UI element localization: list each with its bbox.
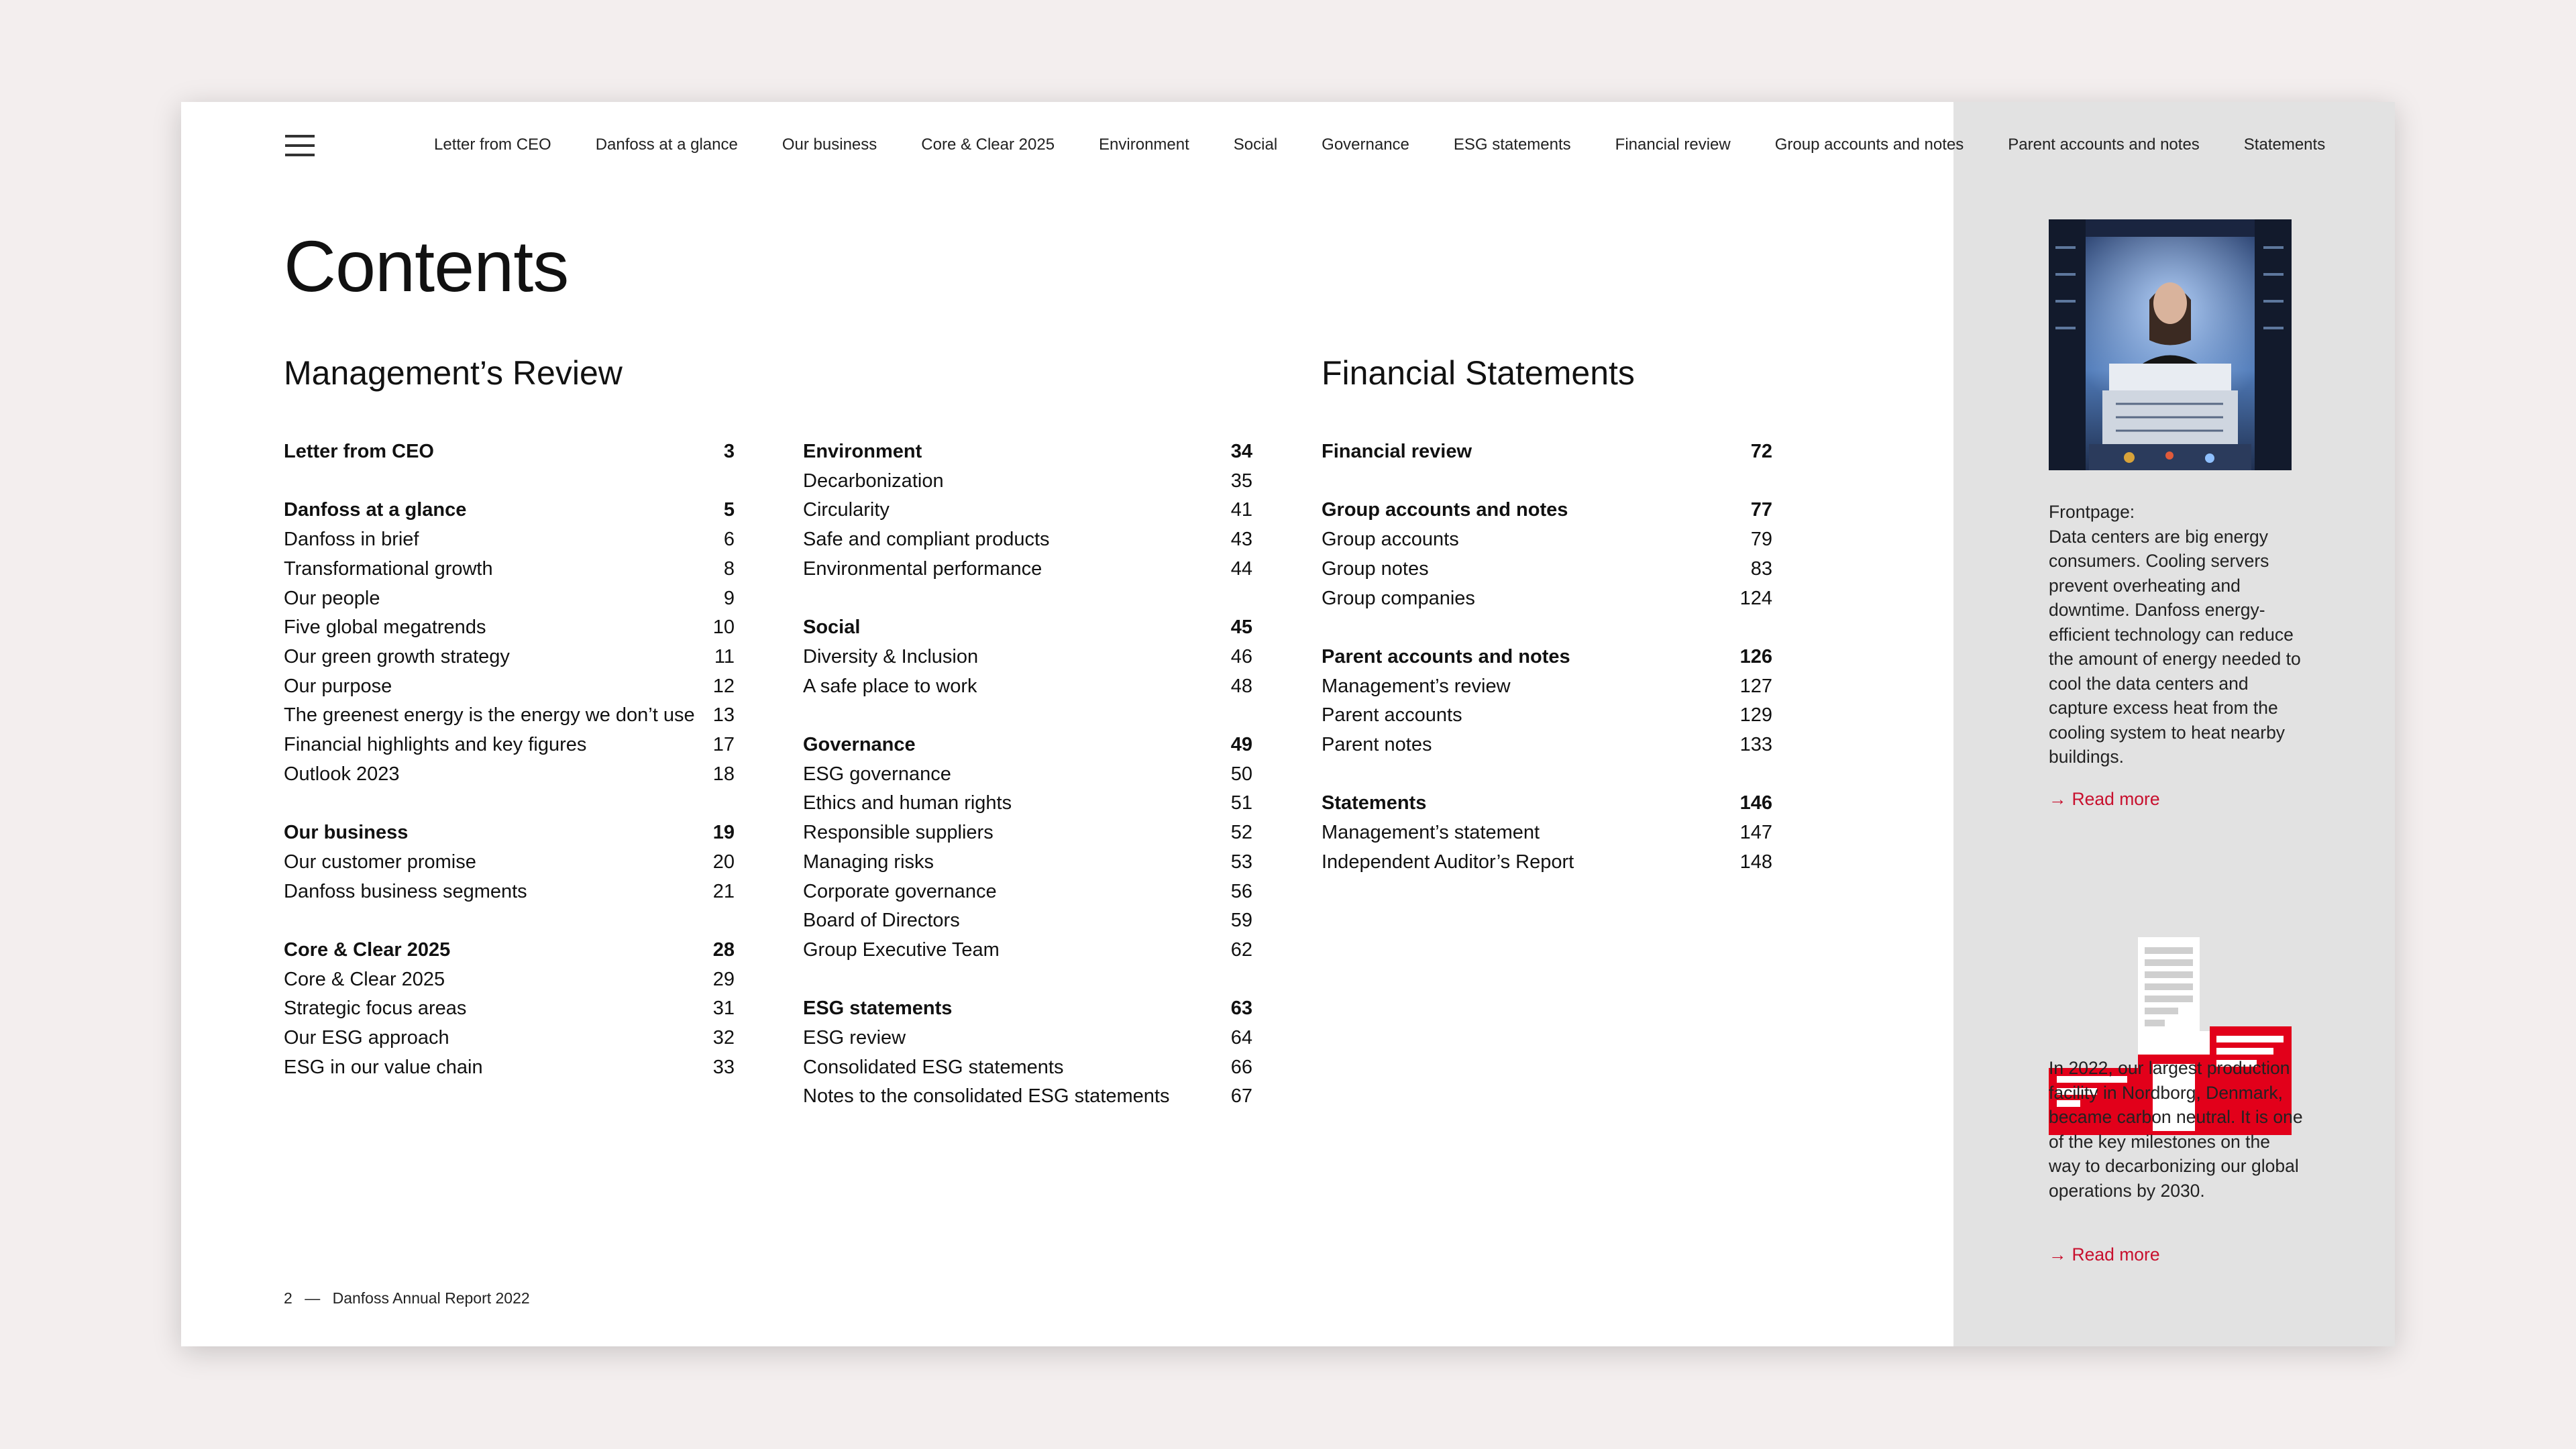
toc-entry-label: Financial highlights and key figures	[284, 734, 587, 756]
toc-entry[interactable]	[1322, 731, 1772, 760]
toc-page-number: 32	[712, 1027, 735, 1049]
toc-entry[interactable]	[803, 818, 1252, 848]
toc-entry-label: ESG statements	[803, 998, 953, 1020]
toc-entry[interactable]	[803, 789, 1252, 818]
toc-page-number: 129	[1739, 704, 1772, 727]
toc-page-number: 48	[1230, 675, 1252, 697]
toc-entry-label: Management’s statement	[1322, 822, 1540, 844]
toc-entry-label: Danfoss in brief	[284, 529, 419, 551]
toc-entry-label: Core & Clear 2025	[284, 938, 451, 961]
toc-page-number: 148	[1739, 851, 1772, 873]
toc-spacer	[1322, 613, 1772, 643]
toc-entry[interactable]	[284, 994, 735, 1024]
toc-entry-label: Independent Auditor’s Report	[1322, 851, 1574, 873]
nav-item[interactable]: Statements	[2243, 136, 2326, 154]
toc-entry-label: Letter from CEO	[284, 441, 434, 462]
toc-entry-label: Statements	[1322, 792, 1427, 814]
toc-page-number: 35	[1230, 470, 1252, 492]
arrow-right-icon: →	[2049, 1244, 2067, 1265]
toc-entry[interactable]	[803, 877, 1252, 907]
toc-entry-label: Environmental performance	[803, 557, 1042, 580]
toc-page-number: 124	[1739, 587, 1772, 609]
nav-item[interactable]: ESG statements	[1453, 136, 1571, 154]
toc-entry-label: Our purpose	[284, 675, 392, 697]
nav-item[interactable]: Our business	[782, 136, 877, 154]
toc-section-entry[interactable]	[1322, 789, 1772, 818]
toc-entry-label: Corporate governance	[803, 880, 997, 902]
toc-page-number: 50	[1230, 763, 1252, 785]
toc-entry[interactable]	[284, 643, 735, 672]
toc-entry-label: Parent accounts and notes	[1322, 645, 1570, 667]
toc-entry[interactable]	[284, 584, 735, 614]
nav-item[interactable]: Danfoss at a glance	[595, 136, 738, 154]
data-center-photo-illustration	[2049, 219, 2292, 470]
toc-entry[interactable]	[284, 613, 735, 643]
toc-page-number: 83	[1750, 557, 1772, 580]
toc-entry-label: Governance	[803, 734, 916, 755]
toc-section-entry[interactable]	[1322, 643, 1772, 672]
frontpage-caption	[2049, 500, 2304, 769]
toc-entry-label: Our ESG approach	[284, 1027, 449, 1049]
report-page	[181, 102, 2395, 1346]
toc-entry[interactable]	[284, 965, 735, 995]
toc-entry-label: Group accounts	[1322, 529, 1459, 551]
toc-entry[interactable]	[1322, 701, 1772, 731]
toc-spacer	[1322, 760, 1772, 790]
toc-entry[interactable]	[284, 760, 735, 790]
page-title: Contents	[284, 225, 569, 307]
toc-page-number: 51	[1230, 792, 1252, 814]
toc-entry[interactable]	[284, 701, 735, 731]
toc-entry-label: Our customer promise	[284, 851, 476, 873]
nordborg-caption	[2049, 1056, 2304, 1203]
nav-item[interactable]: Letter from CEO	[434, 136, 551, 154]
toc-entry-label: Ethics and human rights	[803, 792, 1012, 814]
toc-section-entry[interactable]	[1322, 437, 1772, 467]
footer-page-number: 2	[284, 1289, 292, 1307]
toc-page-number: 133	[1739, 734, 1772, 755]
arrow-right-icon: →	[2049, 789, 2067, 809]
toc-page-number: 33	[712, 1056, 735, 1078]
toc-entry-label: Responsible suppliers	[803, 822, 994, 844]
toc-entry-label: Circularity	[803, 499, 890, 521]
toc-page-number: 18	[712, 763, 735, 785]
toc-page-number: 66	[1230, 1056, 1252, 1078]
toc-entry[interactable]	[284, 848, 735, 877]
toc-entry[interactable]	[1322, 555, 1772, 584]
toc-page-number: 28	[712, 938, 735, 961]
toc-page-number: 63	[1230, 998, 1252, 1020]
toc-entry-label: Group Executive Team	[803, 938, 1000, 961]
toc-page-number: 43	[1230, 529, 1252, 551]
toc-entry[interactable]	[803, 848, 1252, 877]
toc-section-entry[interactable]	[803, 437, 1252, 467]
toc-entry-label: Safe and compliant products	[803, 529, 1050, 551]
toc-spacer	[284, 906, 735, 936]
toc-entry[interactable]	[803, 1053, 1252, 1083]
toc-entry[interactable]	[284, 525, 735, 555]
toc-entry[interactable]	[284, 731, 735, 760]
toc-column-3	[1322, 437, 1772, 877]
toc-spacer	[803, 965, 1252, 995]
toc-page-number: 56	[1230, 880, 1252, 902]
toc-entry-label: Our business	[284, 822, 409, 844]
toc-page-number: 5	[723, 499, 735, 521]
toc-page-number: 3	[723, 441, 735, 462]
nav-item[interactable]: Financial review	[1615, 136, 1731, 154]
read-more-link-2[interactable]	[2049, 1244, 2160, 1265]
toc-entry-label: Financial review	[1322, 441, 1472, 462]
nordborg-caption-body: In 2022, our largest production facility in Nordborg, Denmark, became carbon neutral. It is one of the key milestones on the way to decarbonizing our global operations by 2030.	[2049, 1058, 2303, 1201]
frontpage-caption-title: Frontpage:	[2049, 502, 2135, 522]
toc-page-number: 34	[1230, 441, 1252, 462]
toc-page-number: 62	[1230, 938, 1252, 961]
toc-entry[interactable]	[1322, 672, 1772, 702]
read-more-link-1[interactable]	[2049, 789, 2160, 810]
footer-title: Danfoss Annual Report 2022	[332, 1289, 530, 1307]
toc-entry-label: A safe place to work	[803, 675, 977, 697]
toc-page-number: 67	[1230, 1085, 1252, 1108]
toc-entry[interactable]	[803, 936, 1252, 965]
nav-item[interactable]: Parent accounts and notes	[2008, 136, 2200, 154]
toc-section-entry[interactable]	[284, 496, 735, 525]
toc-page-number: 53	[1230, 851, 1252, 873]
toc-entry-label: Social	[803, 616, 861, 639]
page-footer	[284, 1289, 530, 1307]
toc-page-number: 77	[1750, 499, 1772, 521]
toc-entry-label: Diversity & Inclusion	[803, 645, 979, 667]
toc-page-number: 79	[1750, 529, 1772, 551]
toc-entry-label: ESG governance	[803, 763, 951, 785]
toc-entry-label: Group accounts and notes	[1322, 499, 1568, 521]
read-more-label-1: Read more	[2072, 789, 2160, 809]
toc-entry[interactable]	[803, 496, 1252, 525]
toc-entry-label: Decarbonization	[803, 470, 944, 492]
toc-page-number: 20	[712, 851, 735, 873]
toc-entry[interactable]	[803, 906, 1252, 936]
toc-section-entry[interactable]	[284, 936, 735, 965]
toc-spacer	[1322, 467, 1772, 496]
toc-entry-label: Managing risks	[803, 851, 934, 873]
toc-section-entry[interactable]	[803, 613, 1252, 643]
toc-section-entry[interactable]	[284, 437, 735, 467]
toc-entry-label: Management’s review	[1322, 675, 1511, 697]
toc-page-number: 41	[1230, 499, 1252, 521]
toc-page-number: 147	[1739, 822, 1772, 844]
toc-spacer	[803, 584, 1252, 614]
toc-column-1	[284, 437, 735, 1082]
toc-entry[interactable]	[803, 1082, 1252, 1112]
toc-entry-label: Danfoss at a glance	[284, 499, 467, 521]
toc-page-number: 12	[712, 675, 735, 697]
toc-page-number: 8	[723, 557, 735, 580]
toc-page-number: 13	[712, 704, 735, 727]
toc-entry-label: ESG review	[803, 1027, 906, 1049]
toc-page-number: 44	[1230, 557, 1252, 580]
toc-entry-label: Our green growth strategy	[284, 645, 510, 667]
toc-section-entry[interactable]	[1322, 496, 1772, 525]
toc-page-number: 72	[1750, 441, 1772, 462]
toc-entry-label: Group notes	[1322, 557, 1429, 580]
toc-entry[interactable]	[1322, 584, 1772, 614]
toc-page-number: 11	[714, 645, 735, 667]
toc-entry[interactable]	[803, 1024, 1252, 1053]
toc-entry[interactable]	[284, 1024, 735, 1053]
toc-entry[interactable]	[284, 555, 735, 584]
toc-entry[interactable]	[803, 672, 1252, 702]
toc-entry-label: Environment	[803, 441, 922, 462]
financial-statements-heading: Financial Statements	[1322, 354, 1635, 392]
toc-entry[interactable]	[803, 525, 1252, 555]
toc-entry-label: ESG in our value chain	[284, 1056, 483, 1078]
management-review-heading: Management’s Review	[284, 354, 623, 392]
toc-entry-label: Notes to the consolidated ESG statements	[803, 1085, 1170, 1108]
toc-entry-label: Transformational growth	[284, 557, 493, 580]
toc-column-2	[803, 437, 1252, 1112]
toc-spacer	[284, 467, 735, 496]
toc-page-number: 52	[1230, 822, 1252, 844]
toc-page-number: 21	[712, 880, 735, 902]
toc-entry[interactable]	[1322, 818, 1772, 848]
toc-page-number: 126	[1739, 645, 1772, 667]
toc-page-number: 49	[1230, 734, 1252, 755]
frontpage-caption-body: Data centers are big energy consumers. Cooling servers prevent overheating and downtime. Danfoss energy-efficient technology can reduce the amount of energy needed to cool the data centers and capture excess heat from the cooling system to heat nearby buildings.	[2049, 526, 2301, 767]
frontpage-photo[interactable]	[2049, 219, 2292, 470]
toc-page-number: 64	[1230, 1027, 1252, 1049]
toc-entry-label: Parent notes	[1322, 734, 1432, 755]
toc-spacer	[284, 789, 735, 818]
toc-entry-label: Consolidated ESG statements	[803, 1056, 1064, 1078]
toc-entry-label: Core & Clear 2025	[284, 968, 445, 990]
toc-section-entry[interactable]	[284, 818, 735, 848]
toc-page-number: 29	[712, 968, 735, 990]
toc-entry[interactable]	[284, 672, 735, 702]
toc-section-entry[interactable]	[803, 994, 1252, 1024]
toc-page-number: 45	[1230, 616, 1252, 639]
toc-page-number: 127	[1739, 675, 1772, 697]
toc-page-number: 46	[1230, 645, 1252, 667]
toc-entry-label: The greenest energy is the energy we don’t use	[284, 704, 695, 727]
toc-page-number: 31	[712, 998, 735, 1020]
toc-entry-label: Five global megatrends	[284, 616, 486, 639]
nav-item[interactable]: Governance	[1322, 136, 1409, 154]
toc-entry[interactable]	[284, 877, 735, 907]
toc-entry[interactable]	[1322, 848, 1772, 877]
toc-entry[interactable]	[803, 555, 1252, 584]
toc-entry-label: Strategic focus areas	[284, 998, 467, 1020]
top-navigation	[434, 136, 2325, 154]
footer-separator: —	[305, 1289, 321, 1307]
nav-item[interactable]: Environment	[1099, 136, 1189, 154]
toc-entry[interactable]	[284, 1053, 735, 1083]
nav-item[interactable]: Group accounts and notes	[1774, 136, 1964, 154]
toc-page-number: 59	[1230, 910, 1252, 932]
toc-spacer	[803, 701, 1252, 731]
toc-entry[interactable]	[803, 760, 1252, 790]
toc-entry-label: Board of Directors	[803, 910, 960, 932]
toc-entry-label: Our people	[284, 587, 380, 609]
nav-item[interactable]: Core & Clear 2025	[921, 136, 1055, 154]
nav-item[interactable]: Social	[1233, 136, 1278, 154]
menu-icon[interactable]	[285, 135, 315, 158]
toc-entry[interactable]	[803, 467, 1252, 496]
toc-page-number: 17	[712, 734, 735, 756]
toc-page-number: 146	[1739, 792, 1772, 814]
toc-entry-label: Group companies	[1322, 587, 1475, 609]
toc-entry-label: Danfoss business segments	[284, 880, 527, 902]
toc-entry[interactable]	[1322, 525, 1772, 555]
read-more-label-2: Read more	[2072, 1244, 2160, 1265]
toc-entry-label: Outlook 2023	[284, 763, 400, 785]
toc-section-entry[interactable]	[803, 731, 1252, 760]
toc-entry[interactable]	[803, 643, 1252, 672]
toc-page-number: 19	[712, 822, 735, 844]
toc-page-number: 10	[712, 616, 735, 639]
toc-page-number: 9	[723, 587, 735, 609]
toc-entry-label: Parent accounts	[1322, 704, 1462, 727]
toc-page-number: 6	[723, 529, 735, 551]
